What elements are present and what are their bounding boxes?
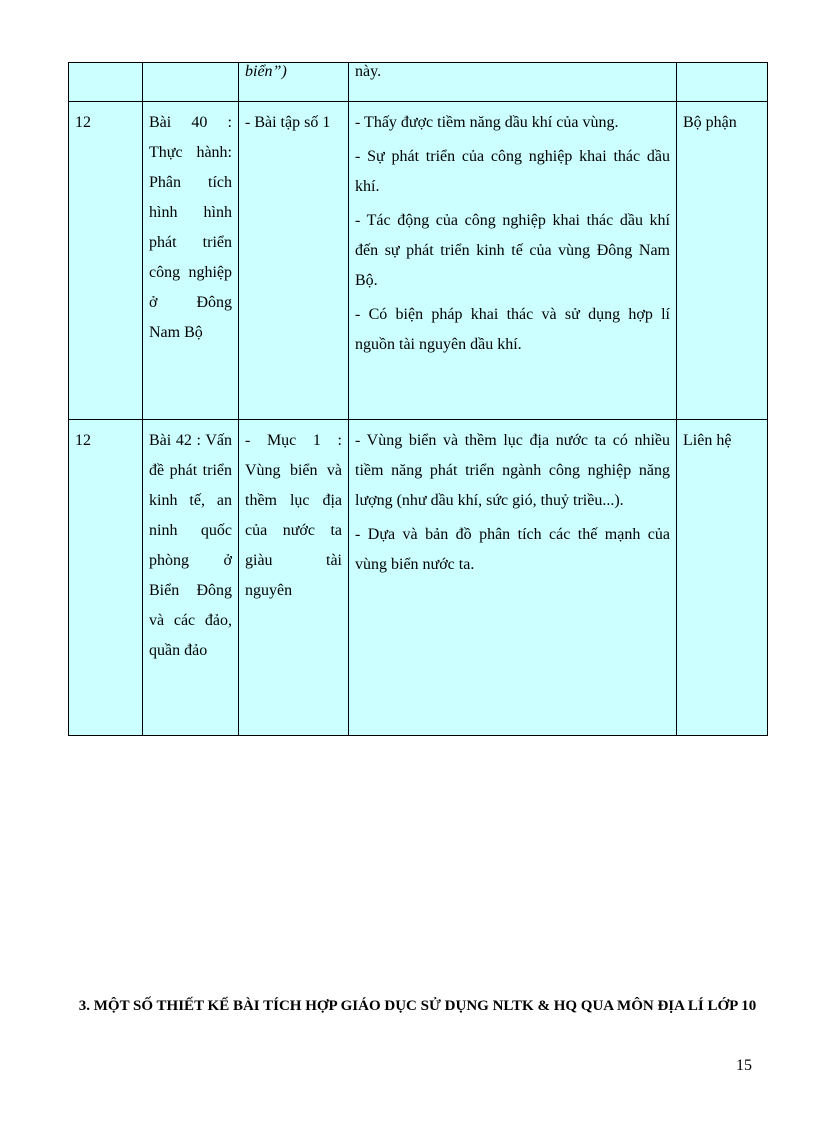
level-cell: [677, 102, 768, 420]
objective-cell: [349, 63, 677, 102]
section-text: - Mục 1 : Vùng biển và thềm lục địa của nước ta giàu tài nguyên: [245, 432, 342, 599]
section-heading: 3. MỘT SỐ THIẾT KẾ BÀI TÍCH HỢP GIÁO DỤC SỬ DỤNG NLTK & HQ QUA MÔN ĐỊA LÍ LỚP 10: [78, 998, 757, 1014]
objective-item: - Sự phát triển của công nghiệp khai thác dầu khí.: [355, 148, 670, 195]
objective-item: - Vùng biển và thềm lục địa nước ta có nhiều tiềm năng phát triển ngành công nghiệp năng lượng (như dầu khí, sức gió, thuỷ triều...).: [355, 432, 670, 509]
grade-cell: [69, 420, 143, 736]
lesson-integration-table: [68, 62, 768, 736]
lesson-text: Bài 40 : Thực hành: Phân tích hình hình phát triển công nghiệp ở Đông Nam Bộ: [149, 114, 232, 341]
table-row-continuation: [69, 63, 768, 102]
lesson-cell: [143, 420, 239, 736]
level-cell: [677, 63, 768, 102]
grade-cell: [69, 63, 143, 102]
level-text: Bộ phận: [683, 114, 737, 131]
lesson-cell: [143, 102, 239, 420]
objective-item: - Thấy được tiềm năng dầu khí của vùng.: [355, 114, 619, 131]
grade-text: 12: [75, 432, 91, 449]
objective-cell: [349, 420, 677, 736]
objective-tail-text: này.: [355, 63, 382, 80]
objective-item: - Dựa và bản đồ phân tích các thế mạnh của vùng biển nước ta.: [355, 526, 670, 573]
page-number: 15: [736, 1057, 752, 1074]
section-text: - Bài tập số 1: [245, 114, 331, 131]
grade-text: 12: [75, 114, 91, 131]
grade-cell: [69, 102, 143, 420]
section-cell: [239, 63, 349, 102]
level-text: Liên hệ: [683, 432, 732, 449]
lesson-cell: [143, 63, 239, 102]
objective-item: - Có biện pháp khai thác và sử dụng hợp lí nguồn tài nguyên dầu khí.: [355, 306, 670, 353]
objective-item: - Tác động của công nghiệp khai thác dầu khí đến sự phát triển kinh tế của vùng Đông Nam Bộ.: [355, 212, 670, 289]
objective-cell: [349, 102, 677, 420]
lesson-text: Bài 42 : Vấn đề phát triển kinh tế, an ninh quốc phòng ở Biển Đông và các đảo, quần đảo: [149, 432, 232, 659]
table-row: [69, 102, 768, 420]
section-cell: [239, 420, 349, 736]
lesson-tail-text: biển”): [245, 63, 287, 80]
section-cell: [239, 102, 349, 420]
table-row: [69, 420, 768, 736]
level-cell: [677, 420, 768, 736]
